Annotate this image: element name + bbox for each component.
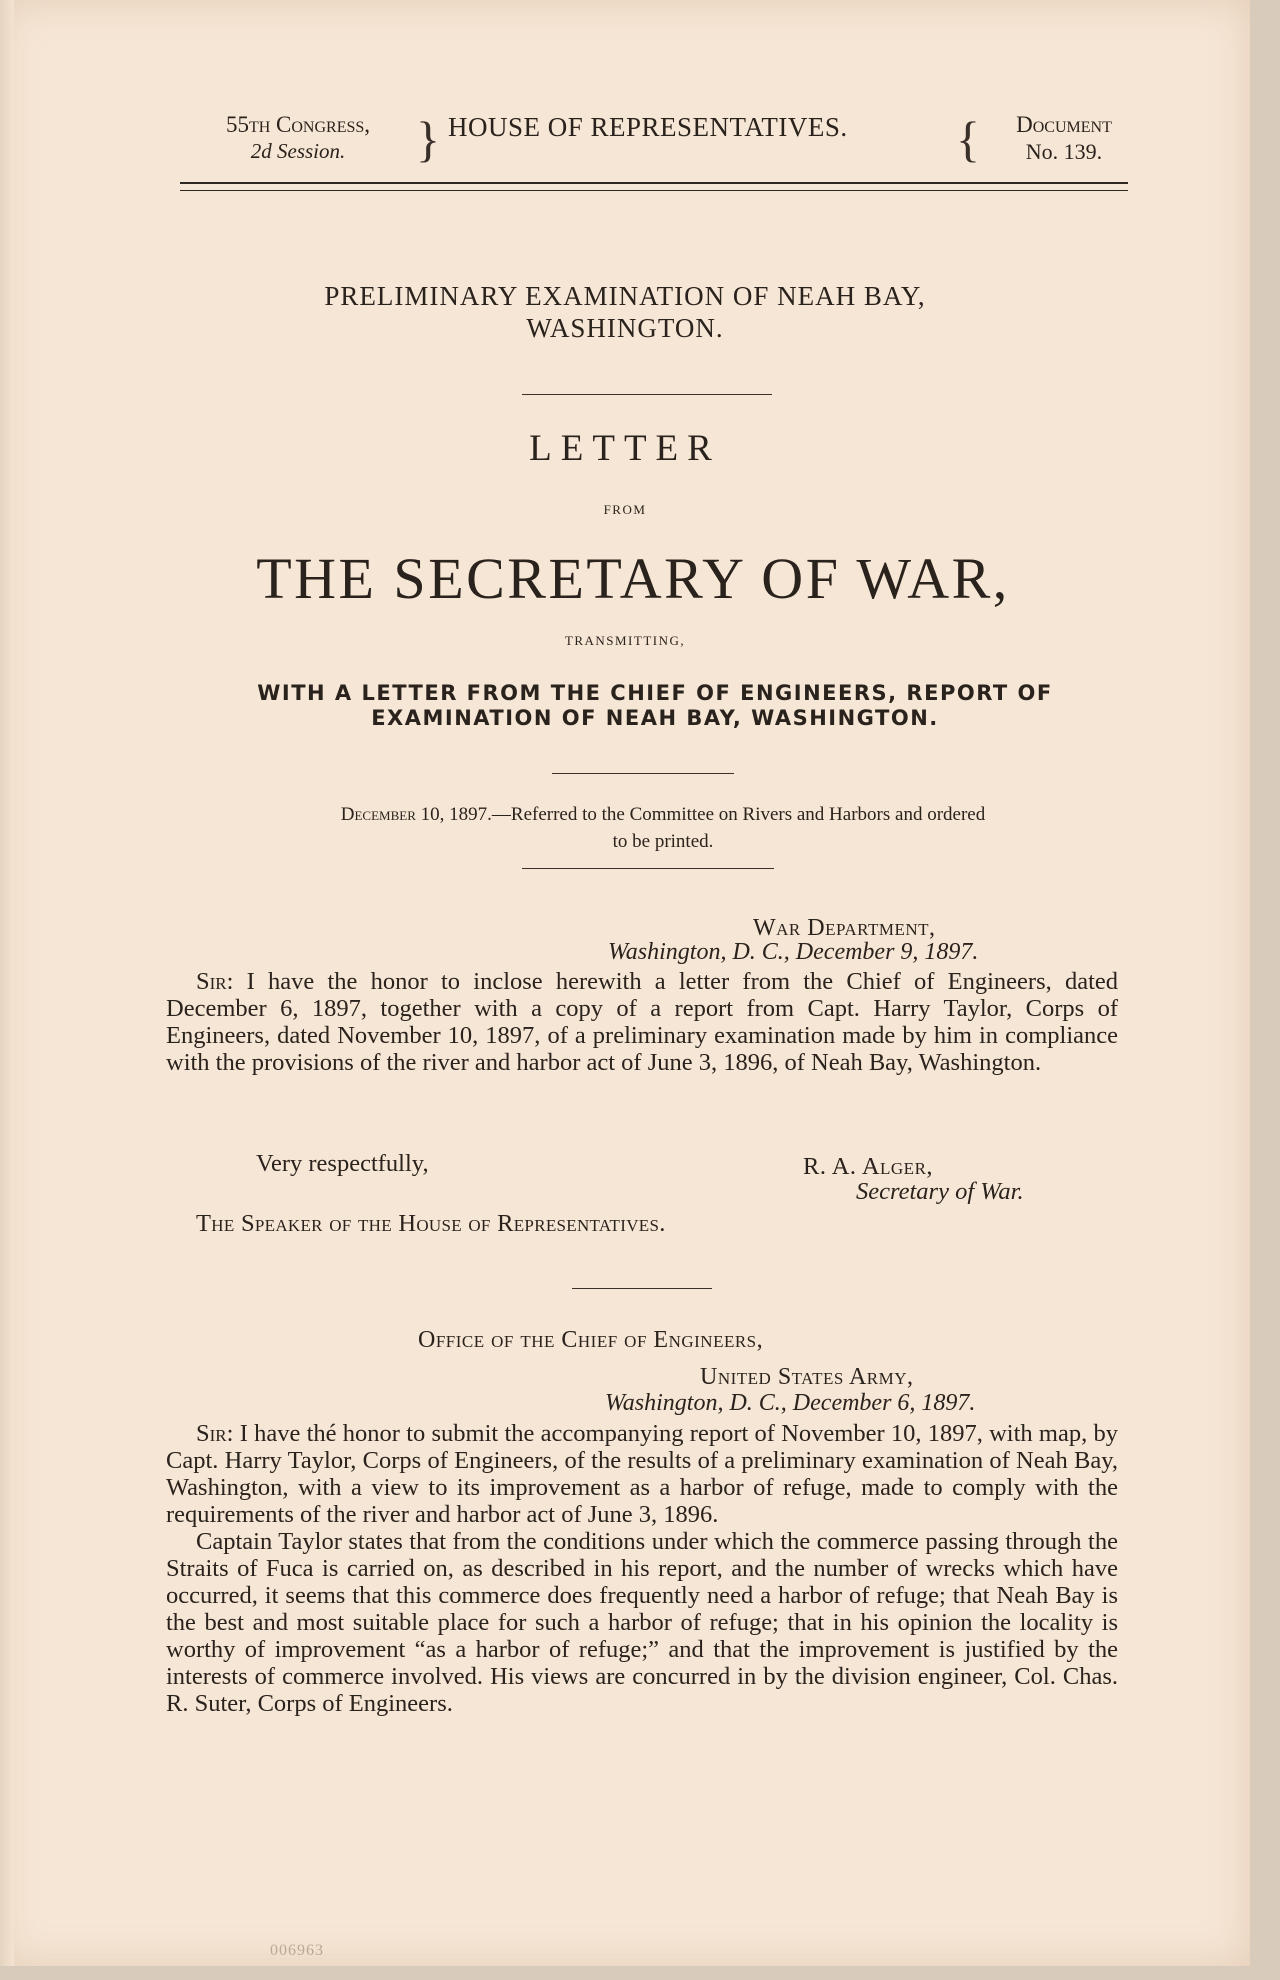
letter1-addressee: The Speaker of the House of Representatives. [196, 1210, 666, 1237]
letter1-signer-title: Secretary of War. [856, 1178, 1024, 1205]
document-title [0, 280, 1250, 344]
referral-text: 10, 1897.—Referred to the Committee on Rivers and Harbors and ordered [415, 804, 986, 825]
letter1-signer: R. A. Alger, [803, 1153, 934, 1180]
letter2-para1: : I have thé honor to submit the accompanying report of November 10, 1897, with map, by Capt. Harry Taylor, Corps of Engineers, of the results of a preliminary examination of Neah Bay, Washington, with a view to its improvement as a harbor of refuge, made to comply with the requirements of the river and harbor act of June 3, 1896. [166, 1420, 1118, 1528]
secretary-heading: THE SECRETARY OF WAR, [256, 546, 1010, 611]
divider [522, 868, 774, 869]
document-header [178, 112, 1138, 178]
office-war-department: War Department, [753, 915, 936, 941]
congress-label: 55th Congress, [225, 112, 371, 137]
title-line-1: PRELIMINARY EXAMINATION OF NEAH BAY, [324, 281, 926, 311]
right-brace-icon: { [956, 111, 980, 167]
divider [522, 394, 772, 395]
referral-date: December [340, 804, 416, 825]
document-number: No. 139. [1025, 139, 1103, 164]
letter-heading: LETTER [529, 428, 721, 469]
office-us-army: United States Army, [700, 1364, 914, 1390]
letter1-closing: Very respectfully, [256, 1150, 429, 1177]
subtitle-line-1: WITH A LETTER FROM THE CHIEF OF ENGINEERS, REPORT OF [257, 681, 1053, 705]
referral-line-1 [38, 801, 1280, 828]
letter1-salutation: Sir [196, 968, 227, 995]
subtitle-line-2: EXAMINATION OF NEAH BAY, WASHINGTON. [371, 706, 939, 730]
transmitting-label: TRANSMITTING, [564, 633, 686, 648]
referral-line-2: to be printed. [612, 831, 714, 852]
letter2-salutation: Sir [196, 1420, 227, 1447]
office-chief-engineers: Office of the Chief of Engineers, [418, 1327, 764, 1353]
referral-note [0, 801, 1280, 855]
letter1-text: : I have the honor to inclose herewith a letter from the Chief of Engineers, dated December 6, 1897, together with a copy of a report from Capt. Harry Taylor, Corps of Engineers, dated November 10, 1897, of a preliminary examination made by him in compliance with the provisions of the river and harbor act of June 3, 1896, of Neah Bay, Washington. [166, 968, 1118, 1076]
archive-stamp: 006963 [270, 1942, 324, 1959]
document-number-block [984, 112, 1144, 165]
letter2-body [166, 1420, 1118, 1717]
from-label: FROM [603, 502, 647, 517]
house-label: HOUSE OF REPRESENTATIVES. [448, 112, 848, 142]
letter2-para2: Captain Taylor states that from the conditions under which the commerce passing through the Straits of Fuca is carried on, as described in his report, and the number of wrecks which have occurred, it seems that this commerce does frequently need a harbor of refuge; that Neah Bay is the best and most suitable place for such a harbor of refuge; that in his opinion the locality is worthy of improvement “as a harbor of refuge;” and that the improvement is justified by the interests of commerce involved. His views are concurred in by the division engineer, Col. Chas. R. Suter, Corps of Engineers. [166, 1528, 1118, 1717]
letter1-body [166, 968, 1118, 1076]
document-label: Document [1016, 112, 1112, 137]
letter2-place-date: Washington, D. C., December 6, 1897. [605, 1390, 976, 1416]
left-brace-icon: } [416, 111, 440, 167]
header-rule [180, 182, 1128, 191]
divider [552, 773, 734, 774]
congress-block [178, 112, 418, 164]
subtitle [0, 681, 1280, 731]
letter1-place-date: Washington, D. C., December 9, 1897. [608, 939, 979, 965]
divider [572, 1288, 712, 1289]
session-label: 2d Session. [250, 139, 346, 163]
title-line-2: WASHINGTON. [526, 313, 724, 343]
